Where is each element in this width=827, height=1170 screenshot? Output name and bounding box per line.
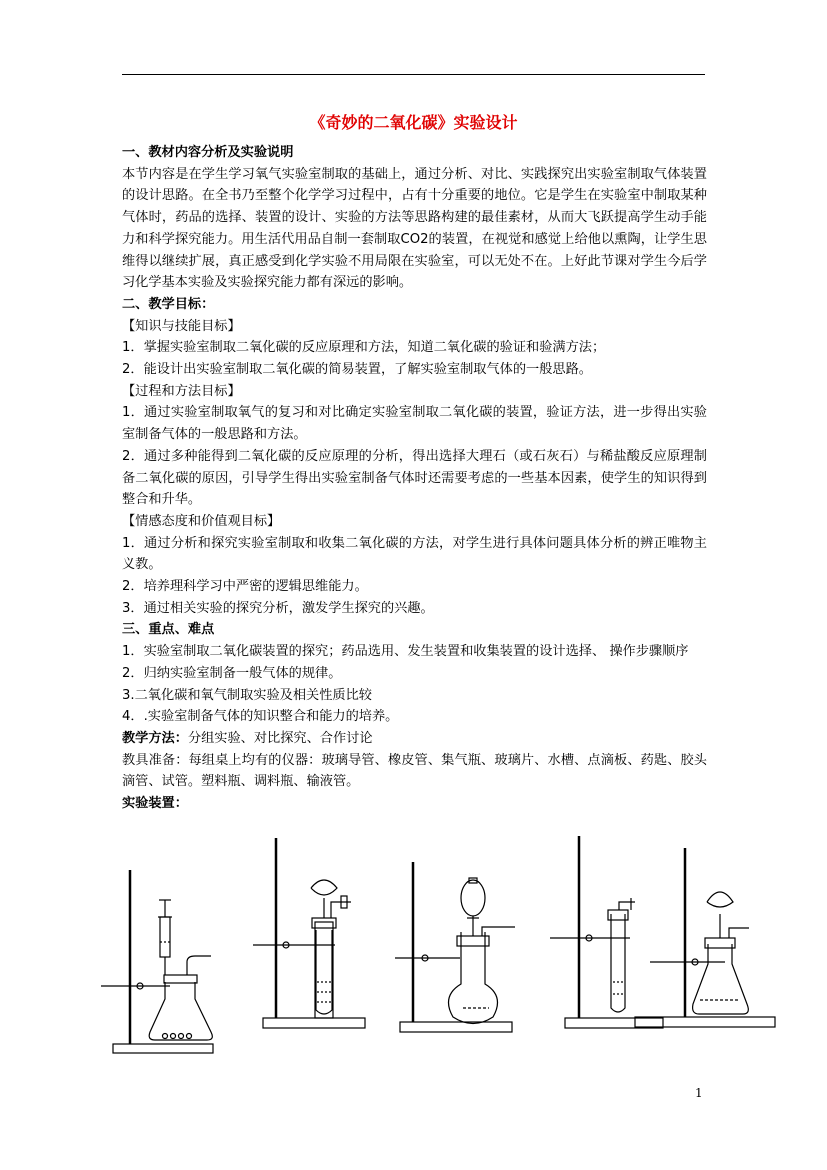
apparatus-diagram	[95, 832, 795, 1062]
paragraph: 2．归纳实验室制备一般气体的规律。	[122, 665, 342, 681]
document-body	[122, 142, 707, 815]
paragraph: 2．培养理科学习中严密的逻辑思维能力。	[122, 579, 368, 595]
paragraph: 1．通过实验室制取氧气的复习和对比确定实验室制取二氧化碳的装置，验证方法，进一步得出实验室制备气体的一般思路和方法。	[122, 405, 707, 443]
inline-heading: 教学方法：	[122, 730, 188, 746]
paragraph: 1．实验室制取二氧化碳装置的探究；药品选用、发生装置和收集装置的设计选择、 操作步骤顺序	[122, 644, 689, 660]
paragraph	[122, 728, 707, 750]
paragraph: 2．通过多种能得到二氧化碳的反应原理的分析，得出选择大理石（或石灰石）与稀盐酸反应原理制备二氧化碳的原因，引导学生得出实验室制备气体时还需要考虑的一些基本因素，使学生的知识得到整合和升华。	[122, 448, 707, 508]
apparatus-syringe-flask	[101, 870, 213, 1053]
paragraph: 3．通过相关实验的探究分析，激发学生探究的兴趣。	[122, 600, 434, 616]
paragraph: 教具准备：每组桌上均有的仪器：玻璃导管、橡皮管、集气瓶、玻璃片、水槽、点滴板、药匙、胶头滴管、试管。塑料瓶、调料瓶、输液管。	[122, 752, 707, 790]
paragraph: 【过程和方法目标】	[122, 383, 241, 399]
paragraph: 1．掌握实验室制取二氧化碳的反应原理和方法，知道二氧化碳的验证和验满方法；	[122, 340, 606, 356]
paragraph: 本节内容是在学生学习氧气实验室制取的基础上，通过分析、对比、实践探究出实验室制取气体装置的设计思路。在全书乃至整个化学学习过程中，占有十分重要的地位。它是学生在实验室中制取某种气体时，药品的选择、装置的设计、实验的方法等思路构建的最佳素材，从而大飞跃提高学生动手能力和科学探究能力。用生活代用品自制一套制取CO2的装置，在视觉和感觉上给他以熏陶，让学生思维得以继续扩展，真正感受到化学实验不用局限在实验室，可以无处不在。上好此节课对学生今后学习化学基本实验及实验探究能力都有深远的影响。	[122, 166, 707, 291]
paragraph: 【情感态度和价值观目标】	[122, 513, 281, 529]
apparatus-flask-separatory	[395, 862, 515, 1032]
paragraph: 3.二氧化碳和氧气制取实验及相关性质比较	[122, 687, 372, 703]
paragraph: 1．通过分析和探究实验室制取和收集二氧化碳的方法，对学生进行具体问题具体分析的辨正唯物主义教。	[122, 535, 707, 573]
apparatus-tube-funnel	[253, 838, 365, 1028]
inline-text: 分组实验、对比探究、合作讨论	[187, 730, 373, 746]
page-number: 1	[695, 1086, 703, 1100]
section-heading: 二、教学目标：	[122, 296, 215, 312]
document-title: 《奇妙的二氧化碳》实验设计	[309, 113, 518, 132]
section-heading: 一、教材内容分析及实验说明	[122, 145, 294, 160]
paragraph: 【知识与技能目标】	[122, 318, 241, 334]
section-heading: 三、重点、难点	[122, 622, 215, 638]
paragraph: 4．.实验室制备气体的知识整合和能力的培养。	[122, 709, 399, 725]
header-rule	[122, 74, 705, 75]
apparatus-tube-flask	[550, 836, 775, 1028]
section-heading: 实验装置：	[122, 796, 188, 812]
paragraph: 2．能设计出实验室制取二氧化碳的简易装置，了解实验室制取气体的一般思路。	[122, 362, 592, 378]
